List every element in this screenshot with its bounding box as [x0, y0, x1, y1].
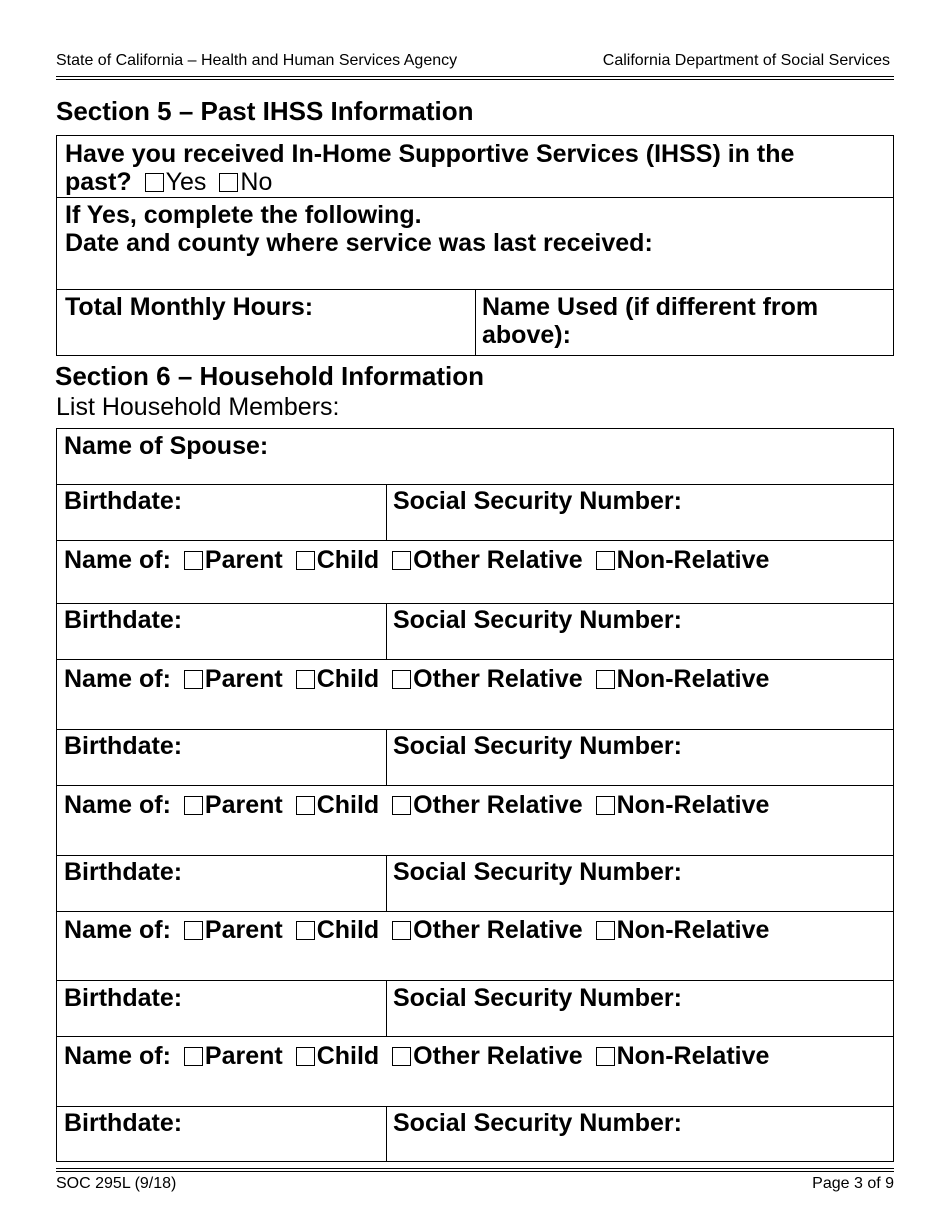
column-divider — [386, 729, 387, 785]
row-divider — [57, 540, 893, 541]
child-checkbox[interactable] — [296, 1047, 315, 1066]
yes-label: Yes — [165, 168, 207, 196]
total-monthly-hours-field[interactable]: Total Monthly Hours: — [65, 293, 314, 321]
ssn-field[interactable]: Social Security Number: — [393, 1109, 682, 1137]
page-number: Page 3 of 9 — [812, 1175, 894, 1192]
ssn-field[interactable]: Social Security Number: — [393, 984, 682, 1012]
spouse-name-field[interactable]: Name of Spouse: — [64, 432, 269, 460]
ssn-field[interactable]: Social Security Number: — [393, 858, 682, 886]
child-checkbox[interactable] — [296, 551, 315, 570]
parent-checkbox[interactable] — [184, 796, 203, 815]
member-name-row[interactable]: Name of: Parent Child Other Relative Non-Relative — [64, 916, 770, 944]
section6-title: Section 6 – Household Information — [55, 361, 485, 391]
other-relative-checkbox[interactable] — [392, 796, 411, 815]
household-table — [56, 428, 894, 1162]
header-rule-2 — [56, 79, 894, 80]
birthdate-field[interactable]: Birthdate: — [64, 984, 183, 1012]
column-divider — [386, 603, 387, 659]
no-label: No — [240, 168, 273, 196]
yes-checkbox[interactable] — [145, 173, 164, 192]
birthdate-field[interactable]: Birthdate: — [64, 732, 183, 760]
ssn-field[interactable]: Social Security Number: — [393, 732, 682, 760]
parent-checkbox[interactable] — [184, 670, 203, 689]
other-relative-checkbox[interactable] — [392, 1047, 411, 1066]
ssn-field[interactable]: Social Security Number: — [393, 606, 682, 634]
row-divider — [57, 659, 893, 660]
birthdate-field[interactable]: Birthdate: — [64, 858, 183, 886]
member-name-row[interactable]: Name of: Parent Child Other Relative Non-Relative — [64, 1042, 770, 1070]
section5-title: Section 5 – Past IHSS Information — [56, 96, 474, 126]
non-relative-checkbox[interactable] — [596, 1047, 615, 1066]
child-checkbox[interactable] — [296, 921, 315, 940]
ssn-field[interactable]: Social Security Number: — [393, 487, 682, 515]
column-divider — [475, 289, 476, 356]
non-relative-checkbox[interactable] — [596, 551, 615, 570]
row-divider — [57, 484, 893, 485]
footer-rule — [56, 1168, 894, 1169]
parent-checkbox[interactable] — [184, 921, 203, 940]
name-used-field[interactable]: Name Used (if different from above): — [482, 293, 819, 349]
birthdate-field[interactable]: Birthdate: — [64, 487, 183, 515]
row-divider — [57, 980, 893, 981]
row-divider — [57, 603, 893, 604]
row-divider — [57, 785, 893, 786]
form-id: SOC 295L (9/18) — [56, 1175, 177, 1192]
column-divider — [386, 1106, 387, 1162]
column-divider — [386, 980, 387, 1036]
other-relative-checkbox[interactable] — [392, 670, 411, 689]
row-divider — [57, 729, 893, 730]
header-rule — [56, 76, 894, 77]
non-relative-checkbox[interactable] — [596, 921, 615, 940]
other-relative-checkbox[interactable] — [392, 551, 411, 570]
ihss-question: Have you received In-Home Supportive Services (IHSS) in the past? Yes No — [65, 140, 795, 196]
row-divider — [57, 911, 893, 912]
child-checkbox[interactable] — [296, 670, 315, 689]
parent-checkbox[interactable] — [184, 551, 203, 570]
birthdate-field[interactable]: Birthdate: — [64, 606, 183, 634]
department-header: California Department of Social Services — [602, 52, 890, 69]
non-relative-checkbox[interactable] — [596, 796, 615, 815]
member-name-row[interactable]: Name of: Parent Child Other Relative Non-Relative — [64, 665, 770, 693]
row-divider — [57, 1106, 893, 1107]
date-county-field[interactable]: If Yes, complete the following. Date and county where service was last received: — [65, 201, 653, 257]
row-divider — [57, 1036, 893, 1037]
member-name-row[interactable]: Name of: Parent Child Other Relative Non-Relative — [64, 546, 770, 574]
section6-subtitle: List Household Members: — [56, 393, 340, 421]
other-relative-checkbox[interactable] — [392, 921, 411, 940]
child-checkbox[interactable] — [296, 796, 315, 815]
row-divider — [57, 197, 893, 198]
agency-header: State of California – Health and Human Services Agency — [56, 52, 458, 69]
footer-rule-2 — [56, 1171, 894, 1172]
row-divider — [57, 855, 893, 856]
column-divider — [386, 484, 387, 540]
column-divider — [386, 855, 387, 911]
no-checkbox[interactable] — [219, 173, 238, 192]
non-relative-checkbox[interactable] — [596, 670, 615, 689]
member-name-row[interactable]: Name of: Parent Child Other Relative Non-Relative — [64, 791, 770, 819]
birthdate-field[interactable]: Birthdate: — [64, 1109, 183, 1137]
section5-table — [56, 135, 894, 356]
parent-checkbox[interactable] — [184, 1047, 203, 1066]
